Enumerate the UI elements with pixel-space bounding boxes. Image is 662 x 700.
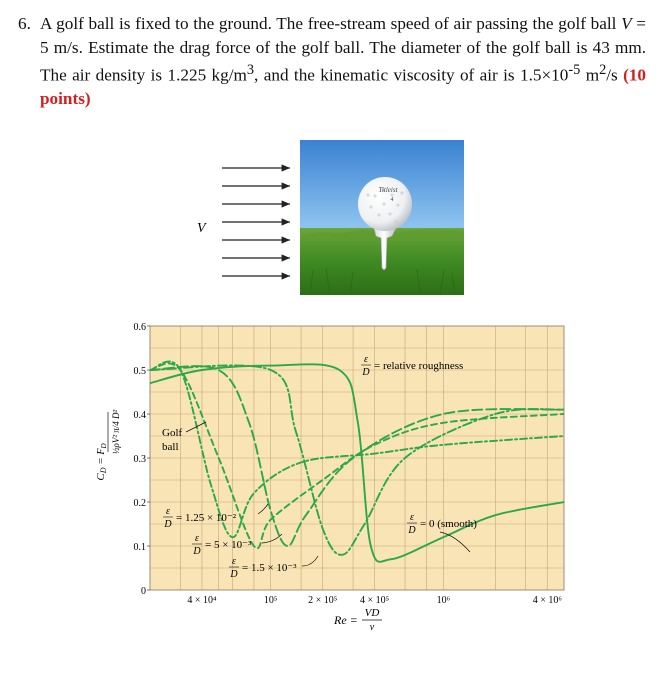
y-axis-label [95, 409, 121, 480]
svg-text:ε: ε [364, 354, 368, 365]
svg-text:ε: ε [410, 512, 414, 523]
svg-text:D: D [362, 367, 370, 378]
problem-text-part: m [580, 65, 600, 85]
y-ticks [134, 322, 151, 597]
smooth-label: = 0 (smooth) [420, 518, 477, 530]
svg-text:ε: ε [195, 533, 199, 544]
y-tick-label: 0.2 [133, 498, 146, 509]
svg-text:Golf: Golf [162, 427, 183, 439]
golf-photo [300, 140, 464, 295]
velocity-symbol: V [621, 14, 632, 33]
x-tick-label: 10⁵ [263, 595, 278, 606]
svg-text:ball: ball [162, 441, 179, 453]
svg-text:D: D [164, 519, 172, 530]
x-axis-label [333, 607, 382, 633]
points-label: (10 points) [40, 65, 647, 109]
y-tick-label: 0 [141, 586, 146, 597]
svg-text:VD: VD [364, 607, 380, 619]
superscript: -5 [568, 62, 581, 78]
x-tick-label: 4 × 10⁴ [187, 595, 217, 606]
y-tick-label: 0.5 [133, 366, 146, 377]
ball-brand-text: Titleist [378, 186, 398, 194]
velocity-label: V [197, 221, 206, 236]
svg-text:½ρV² π/4 D²: ½ρV² π/4 D² [111, 409, 121, 455]
roughness-1-label: = 1.25 × 10⁻² [176, 512, 237, 524]
problem-text-part: A golf ball is fixed to the ground. The free-stream speed of air passing the golf ball [40, 14, 622, 33]
problem-text-part: /s [606, 65, 624, 85]
golf-ball-illustration [197, 140, 464, 295]
y-tick-label: 0.6 [133, 322, 146, 333]
svg-text:Re =: Re = [334, 613, 358, 627]
ball-number-text: 4 [390, 197, 394, 203]
x-tick-label: 2 × 10⁵ [308, 595, 338, 606]
superscript: 2 [599, 62, 607, 78]
x-tick-label: 4 × 10⁶ [532, 595, 562, 606]
x-tick-label: 10⁶ [436, 595, 451, 606]
superscript: 3 [246, 62, 255, 78]
y-tick-label: 0.1 [133, 542, 146, 553]
roughness-2-label: = 5 × 10⁻³ [205, 539, 252, 551]
svg-text:ε: ε [232, 556, 236, 567]
y-tick-label: 0.3 [133, 454, 146, 465]
svg-text:D: D [408, 525, 416, 536]
drag-coefficient-chart [95, 322, 564, 633]
svg-text:D: D [193, 546, 201, 557]
x-tick-label: 4 × 10⁵ [360, 595, 390, 606]
svg-text:ν: ν [369, 622, 375, 633]
problem-number: 6. [18, 14, 31, 33]
x-ticks [187, 595, 562, 606]
problem-text-part: = 5 m/s. Estimate the drag force of the golf ball. The diameter of the golf ball is 43 mm. The air density is 1.225 kg/m [40, 14, 646, 85]
svg-text:D: D [230, 569, 238, 580]
svg-text:CD = FD: CD = FD [95, 443, 108, 481]
roughness-note: = relative roughness [374, 360, 464, 372]
problem-text-part: , and the kinematic viscosity of air is 1.5×10 [254, 65, 569, 85]
airflow-arrows [222, 168, 290, 276]
roughness-3-label: = 1.5 × 10⁻³ [242, 562, 297, 574]
svg-text:ε: ε [166, 506, 170, 517]
y-tick-label: 0.4 [133, 410, 146, 421]
